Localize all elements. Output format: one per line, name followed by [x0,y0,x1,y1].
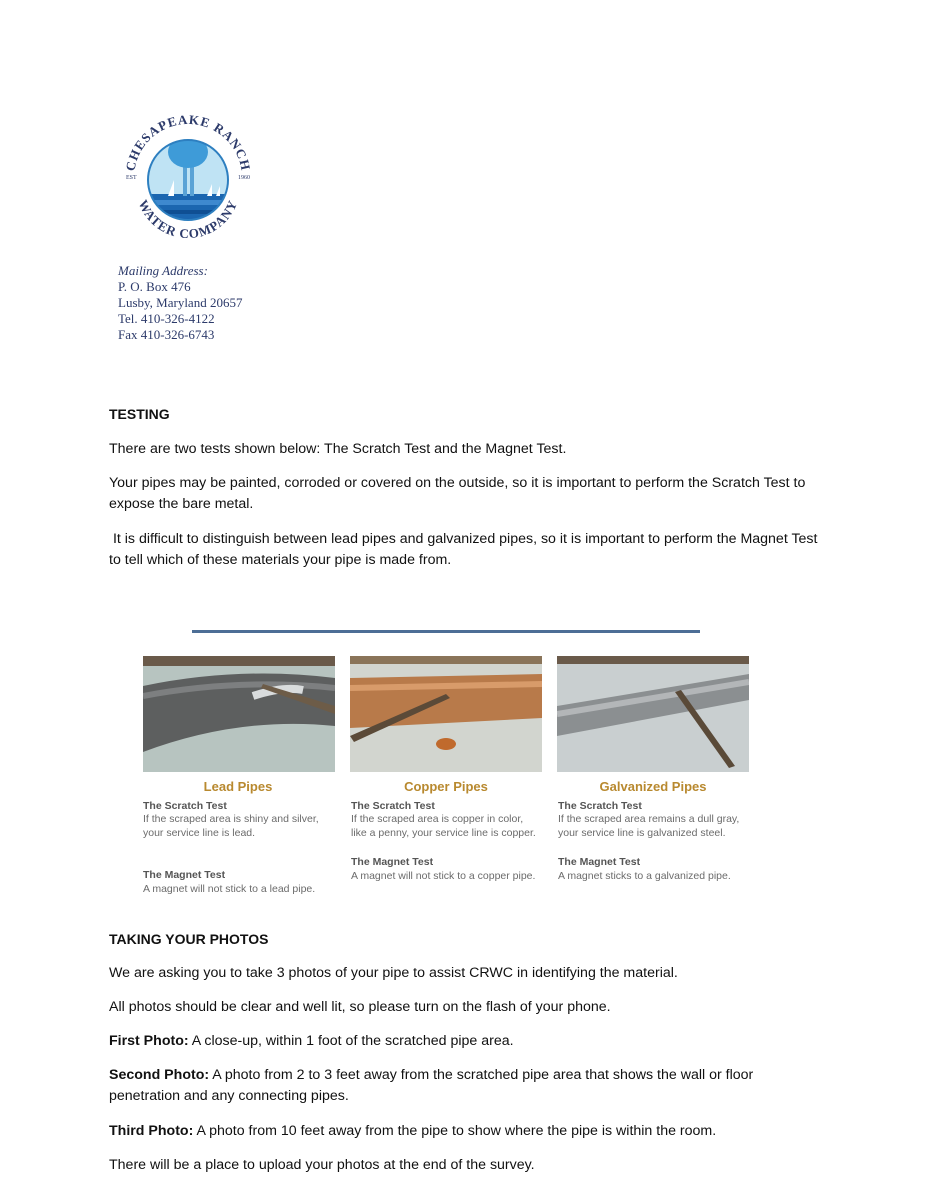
mailing-address [118,263,242,343]
third-photo-label: Third Photo: [109,1123,194,1139]
lead-pipes-title: Lead Pipes [203,779,273,794]
galvanized-magnet-text: A magnet sticks to a galvanized pipe. [558,869,731,882]
logo-bottom-text: WATER COMPANY [135,197,241,242]
galvanized-scratch-text: If the scraped area remains a dull gray, your service line is galvanized steel. [558,813,740,839]
copper-scratch-title: The Scratch Test [351,799,435,812]
lead-magnet-title: The Magnet Test [143,869,226,881]
galvanized-pipes-column [558,780,748,883]
third-photo-instruction [109,1121,819,1142]
second-photo-instruction [109,1065,819,1107]
third-photo-text: A photo from 10 feet away from the pipe to show where the pipe is within the room. [193,1123,717,1139]
lead-pipe-photo [143,656,335,772]
copper-pipe-photo [350,656,542,772]
address-fax: Fax 410-326-6743 [118,327,215,342]
address-label: Mailing Address: [118,263,208,278]
second-photo-label: Second Photo: [109,1067,210,1083]
lead-pipes-column [143,780,333,896]
address-line1: P. O. Box 476 [118,279,191,294]
copper-pipes-column [351,780,541,883]
photos-closing: There will be a place to upload your photos at the end of the survey. [109,1157,535,1173]
photos-para-2: All photos should be clear and well lit, so please turn on the flash of your phone. [109,999,611,1015]
logo-est-label: EST [126,175,137,181]
logo-year: 1960 [238,175,250,181]
company-logo [112,100,262,250]
copper-pipes-title: Copper Pipes [404,779,488,794]
copper-magnet-text: A magnet will not stick to a copper pipe. [351,869,536,882]
divider-rule [192,630,700,633]
galvanized-pipes-title: Galvanized Pipes [599,779,707,794]
testing-para-3: It is difficult to distinguish between lead pipes and galvanized pipes, so it is important to perform the Magnet Test to tell which of these materials your pipe is made from. [109,531,822,568]
first-photo-instruction [109,1031,819,1052]
galvanized-pipe-photo [557,656,749,772]
testing-para-2: Your pipes may be painted, corroded or covered on the outside, so it is important to perform the Scratch Test to expose the bare metal. [109,475,806,512]
photos-para-1: We are asking you to take 3 photos of your pipe to assist CRWC in identifying the material. [109,965,678,981]
address-tel: Tel. 410-326-4122 [118,311,215,326]
first-photo-text: A close-up, within 1 foot of the scratched pipe area. [188,1033,514,1049]
galvanized-scratch-title: The Scratch Test [558,799,642,812]
lead-scratch-title: The Scratch Test [143,799,227,812]
lead-magnet-text: A magnet will not stick to a lead pipe. [143,882,316,895]
testing-para-1: There are two tests shown below: The Scratch Test and the Magnet Test. [109,441,567,457]
lead-scratch-text: If the scraped area is shiny and silver, your service line is lead. [143,813,319,839]
address-line2: Lusby, Maryland 20657 [118,295,243,310]
galvanized-magnet-title: The Magnet Test [558,856,641,868]
first-photo-label: First Photo: [109,1033,189,1049]
second-photo-text: A photo from 2 to 3 feet away from the scratched pipe area that shows the wall or floor penetration and any connecting pipes. [109,1067,758,1104]
testing-title: TESTING [109,406,170,422]
logo-top-text: CHESAPEAKE RANCH [122,111,254,173]
copper-magnet-title: The Magnet Test [351,856,434,868]
photos-title: TAKING YOUR PHOTOS [109,931,269,947]
copper-scratch-text: If the scraped area is copper in color, like a penny, your service line is copper. [351,813,536,839]
